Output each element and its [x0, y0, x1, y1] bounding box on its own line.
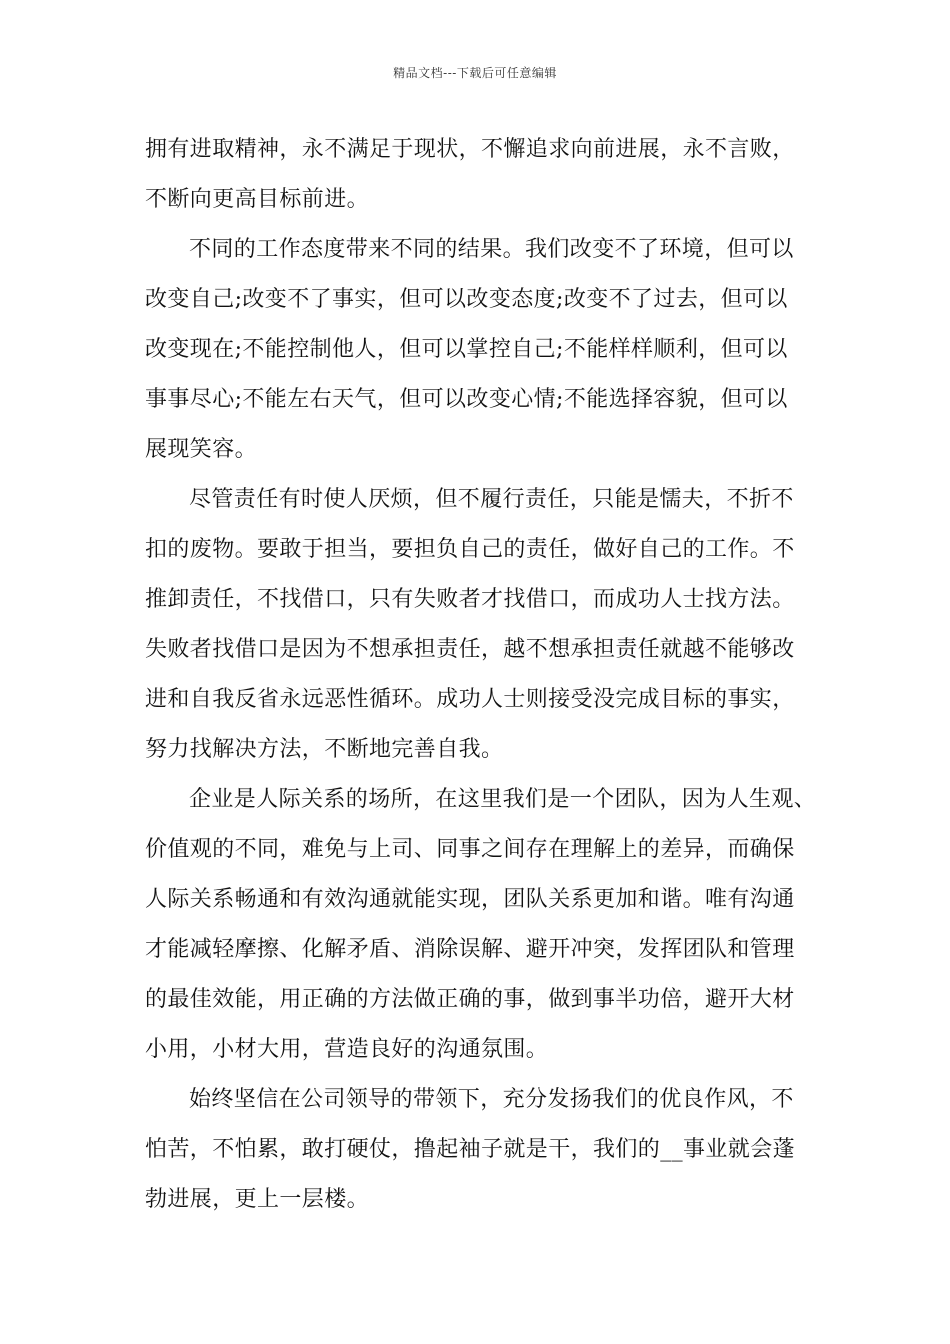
- text-line: 拥有进取精神，永不满足于现状，不懈追求向前进展，永不言败，: [145, 137, 795, 162]
- text-line: 推卸责任，不找借口，只有失败者才找借口，而成功人士找方法。: [145, 587, 795, 612]
- paragraph: [145, 775, 815, 1075]
- text-line: 改变现在;不能控制他人，但可以掌控自己;不能样样顺利，但可以: [145, 337, 788, 362]
- paragraph: [145, 1075, 815, 1225]
- text-line: 失败者找借口是因为不想承担责任，越不想承担责任就越不能够改: [145, 637, 795, 662]
- text-line: 不断向更高目标前进。: [145, 187, 370, 212]
- text-line: 才能减轻摩擦、化解矛盾、消除误解、避开冲突，发挥团队和管理: [145, 937, 795, 962]
- text-line: 的最佳效能，用正确的方法做正确的事，做到事半功倍，避开大材: [145, 987, 795, 1012]
- text-line: 勃进展，更上一层楼。: [145, 1187, 370, 1212]
- paragraph: [145, 225, 815, 475]
- text-line: 小用，小材大用，营造良好的沟通氛围。: [145, 1037, 549, 1062]
- text-line: 企业是人际关系的场所，在这里我们是一个团队，因为人生观、: [189, 787, 817, 812]
- text-line: 进和自我反省永远恶性循环。成功人士则接受没完成目标的事实，: [145, 687, 795, 712]
- text-line: 怕苦，不怕累，敢打硬仗，撸起袖子就是干，我们的__事业就会蓬: [145, 1137, 796, 1162]
- text-line: 价值观的不同，难免与上司、同事之间存在理解上的差异，而确保: [145, 837, 795, 862]
- text-line: 扣的废物。要敢于担当，要担负自己的责任，做好自己的工作。不: [145, 537, 795, 562]
- text-line: 不同的工作态度带来不同的结果。我们改变不了环境，但可以: [189, 237, 794, 262]
- text-line: 展现笑容。: [145, 437, 258, 462]
- text-line: 人际关系畅通和有效沟通就能实现，团队关系更加和谐。唯有沟通: [145, 887, 795, 912]
- page-header: 精品文档---下载后可任意编辑: [393, 66, 557, 80]
- text-line: 始终坚信在公司领导的带领下，充分发扬我们的优良作风，不: [189, 1087, 794, 1112]
- document-body: [145, 125, 815, 1225]
- paragraph: [145, 475, 815, 775]
- text-line: 努力找解决方法，不断地完善自我。: [145, 737, 504, 762]
- paragraph: [145, 125, 815, 225]
- text-line: 事事尽心;不能左右天气，但可以改变心情;不能选择容貌，但可以: [145, 387, 788, 412]
- text-line: 改变自己;改变不了事实，但可以改变态度;改变不了过去，但可以: [145, 287, 788, 312]
- text-line: 尽管责任有时使人厌烦，但不履行责任，只能是懦夫，不折不: [189, 487, 794, 512]
